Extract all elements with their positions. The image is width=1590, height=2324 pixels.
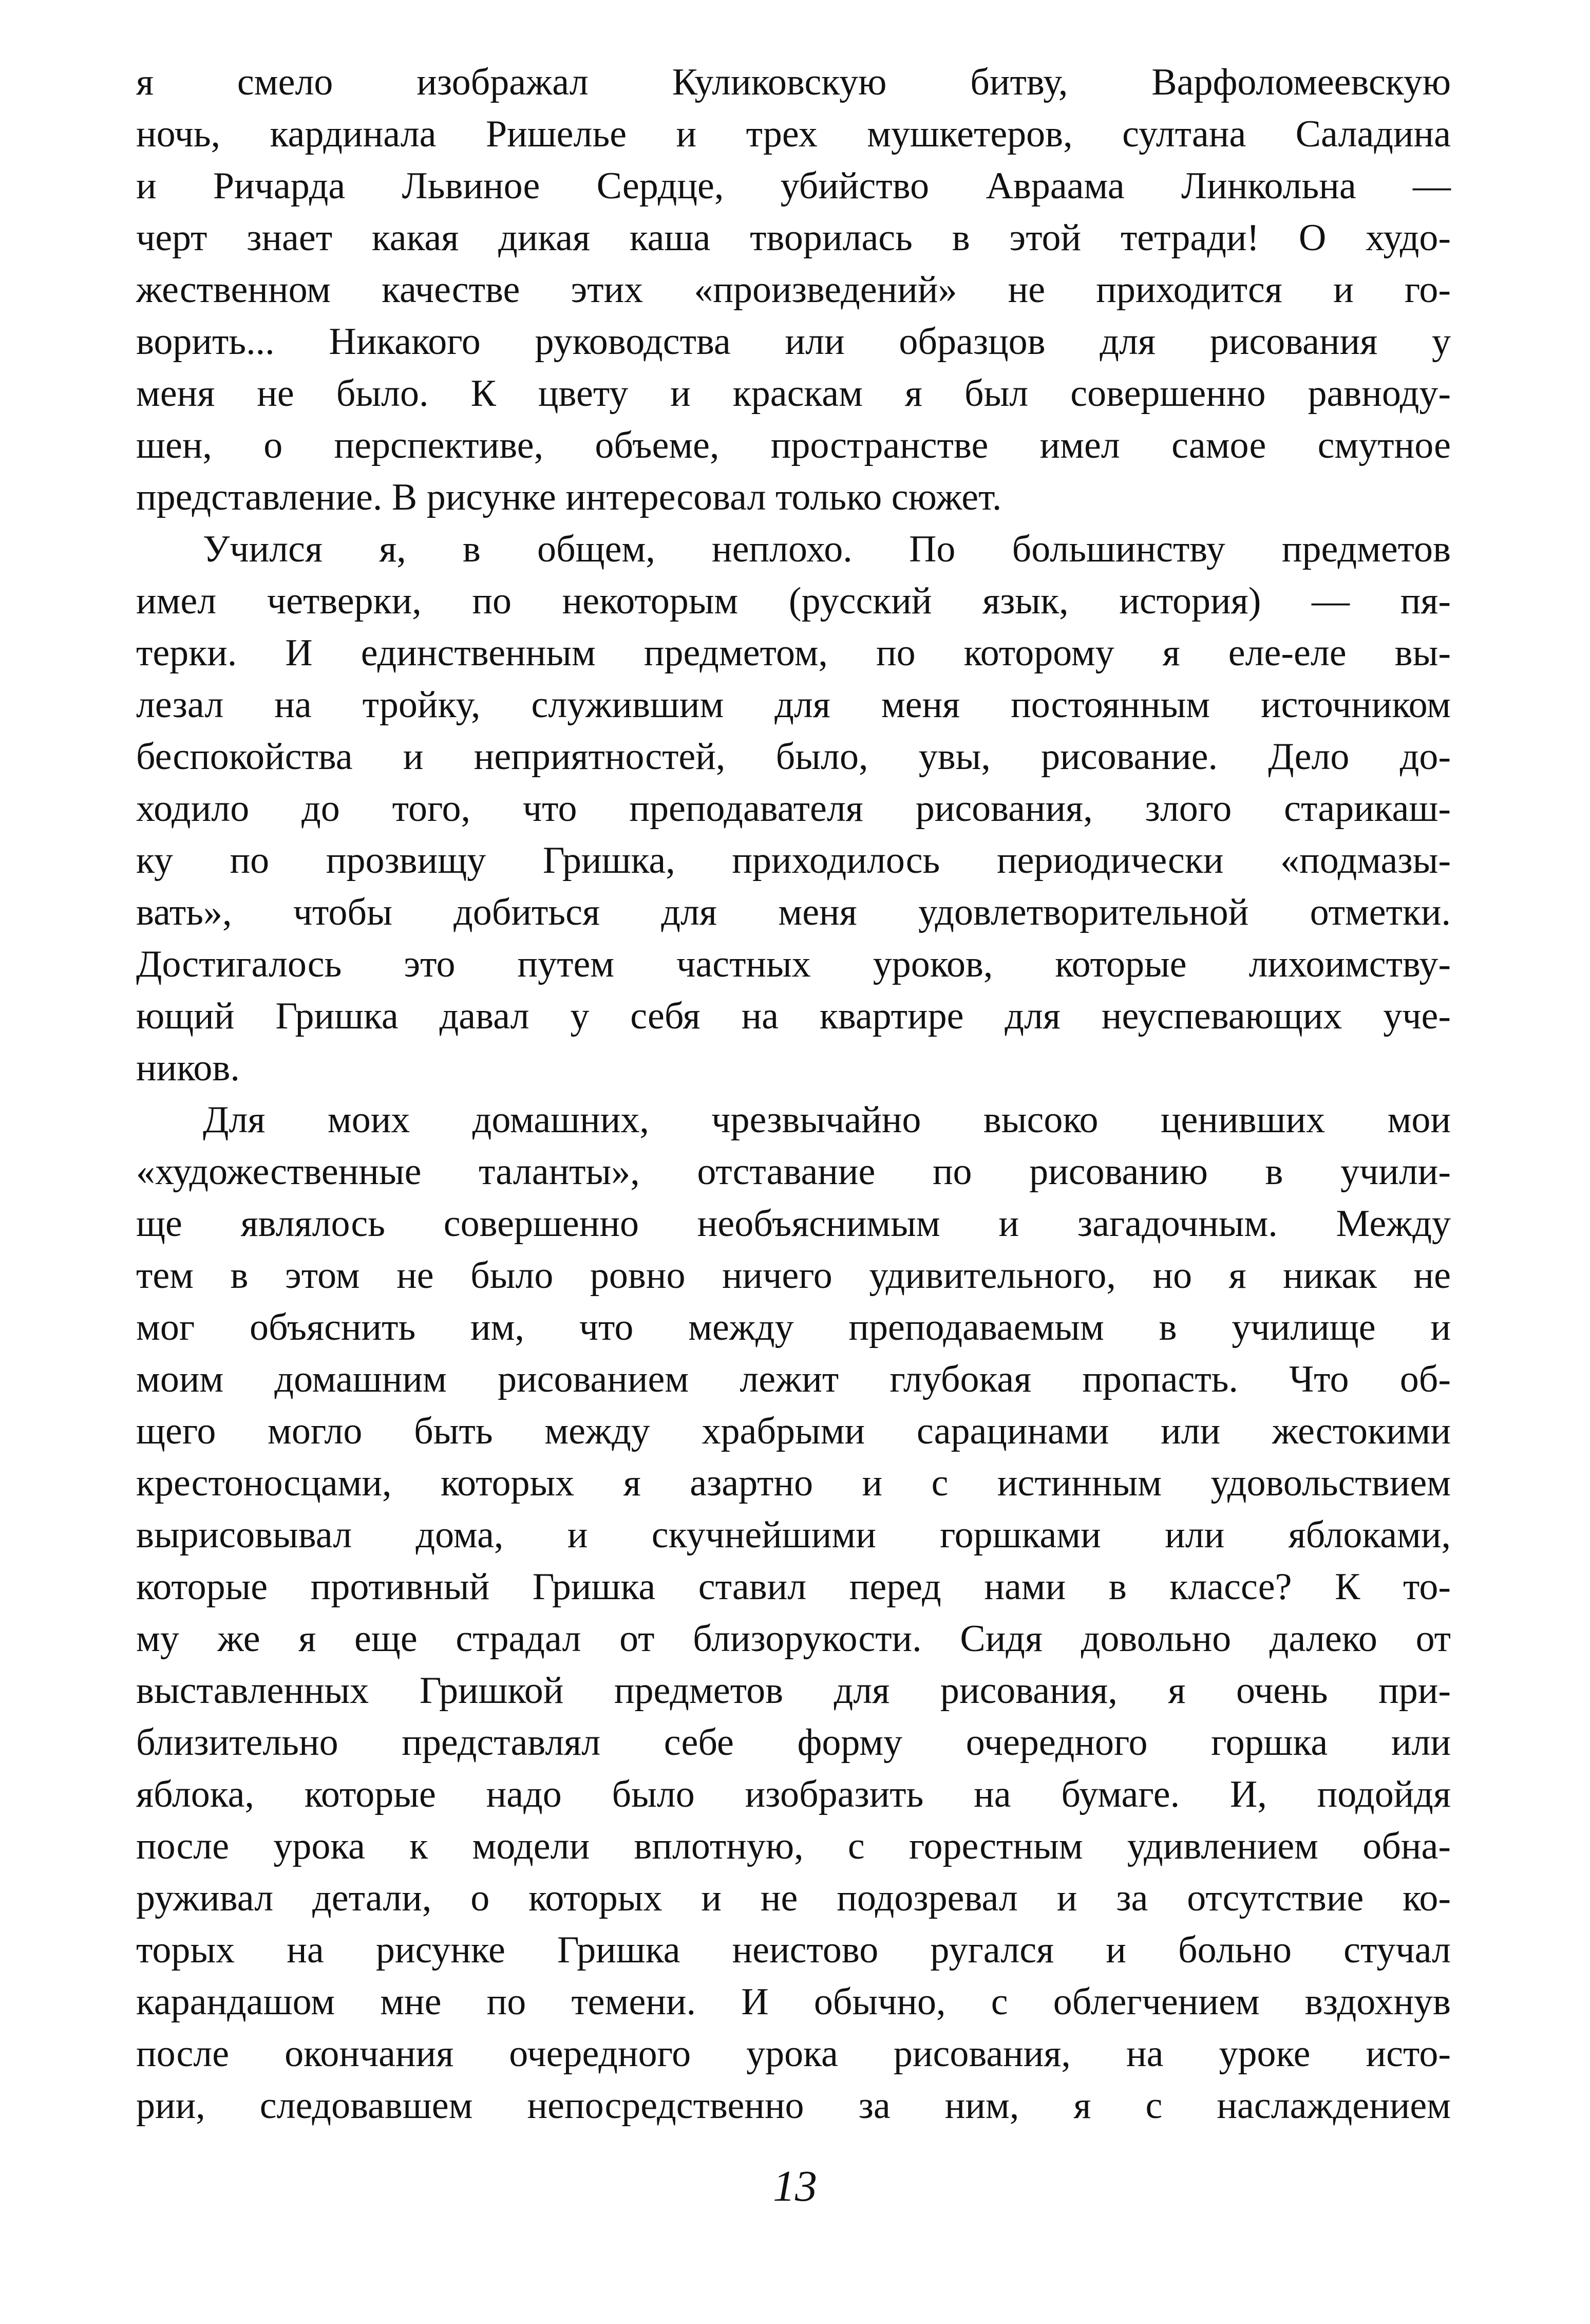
text-line: я смело изображал Куликовскую битву, Варфоломеевскую	[136, 61, 1451, 103]
text-line: меня не было. К цвету и краскам я был совершенно равноду-	[136, 372, 1451, 415]
text-line: ходило до того, что преподавателя рисования, злого старикаш-	[136, 788, 1451, 830]
text-line: ночь, кардинала Ришелье и трех мушкетеров, султана Саладина	[136, 113, 1451, 155]
page-number: 13	[773, 2161, 817, 2210]
text-line: лезал на тройку, служившим для меня постоянным источником	[136, 684, 1451, 726]
text-line: ников.	[136, 1047, 240, 1089]
text-line: тем в этом не было ровно ничего удивительного, но я никак не	[136, 1254, 1451, 1297]
text-line: представление. В рисунке интересовал только сюжет.	[136, 476, 1002, 518]
text-line: близительно представлял себе форму очередного горшка или	[136, 1721, 1451, 1764]
text-line: после урока к модели вплотную, с горестным удивлением обна-	[136, 1825, 1451, 1867]
text-line: выставленных Гришкой предметов для рисования, я очень при-	[136, 1670, 1451, 1712]
text-line: Учился я, в общем, неплохо. По большинству предметов	[203, 528, 1451, 570]
text-line: карандашом мне по темени. И обычно, с облегчением вздохнув	[136, 1981, 1451, 2023]
text-line: крестоносцами, которых я азартно и с истинным удовольствием	[136, 1462, 1451, 1504]
text-line: черт знает какая дикая каша творилась в этой тетради! О худо-	[136, 217, 1451, 259]
text-line: которые противный Гришка ставил перед нами в классе? К то-	[136, 1566, 1451, 1608]
page-body	[136, 57, 1451, 2132]
text-line: ку по прозвищу Гришка, приходилось периодически «подмазы-	[136, 839, 1451, 882]
text-line: ще являлось совершенно необъяснимым и загадочным. Между	[136, 1203, 1451, 1245]
text-line: му же я еще страдал от близорукости. Сидя довольно далеко от	[136, 1618, 1451, 1660]
text-line: Для моих домашних, чрезвычайно высоко ценивших мои	[203, 1099, 1451, 1141]
text-line: вырисовывал дома, и скучнейшими горшками или яблоками,	[136, 1514, 1451, 1556]
text-line: «художественные таланты», отставание по рисованию в учили-	[136, 1151, 1451, 1193]
text-line: шен, о перспективе, объеме, пространстве имел самое смутное	[136, 424, 1451, 466]
text-line: руживал детали, о которых и не подозревал и за отсутствие ко-	[136, 1877, 1451, 1919]
text-line: мог объяснить им, что между преподаваемым в училище и	[136, 1306, 1451, 1348]
text-line: ющий Гришка давал у себя на квартире для неуспевающих уче-	[136, 995, 1451, 1037]
text-line: ворить... Никакого руководства или образцов для рисования у	[136, 321, 1451, 363]
text-line: моим домашним рисованием лежит глубокая пропасть. Что об-	[136, 1358, 1451, 1400]
text-line: щего могло быть между храбрыми сарацинами или жестокими	[136, 1410, 1451, 1452]
text-line: беспокойства и неприятностей, было, увы, рисование. Дело до-	[136, 736, 1451, 778]
text-line: торых на рисунке Гришка неистово ругался и больно стучал	[136, 1929, 1451, 1971]
text-line: Достигалось это путем частных уроков, которые лихоимству-	[136, 943, 1451, 985]
text-line: имел четверки, по некоторым (русский язык, история) — пя-	[136, 580, 1451, 622]
text-line: терки. И единственным предметом, по которому я еле-еле вы-	[136, 632, 1451, 674]
text-line: яблока, которые надо было изобразить на бумаге. И, подойдя	[136, 1773, 1451, 1815]
text-line: после окончания очередного урока рисования, на уроке исто-	[136, 2033, 1451, 2075]
text-line: жественном качестве этих «произведений» не приходится и го-	[136, 269, 1451, 311]
text-line: и Ричарда Львиное Сердце, убийство Авраама Линкольна —	[136, 165, 1451, 207]
text-line: рии, следовавшем непосредственно за ним, я с наслаждением	[136, 2085, 1451, 2127]
text-line: вать», чтобы добиться для меня удовлетворительной отметки.	[136, 891, 1451, 933]
